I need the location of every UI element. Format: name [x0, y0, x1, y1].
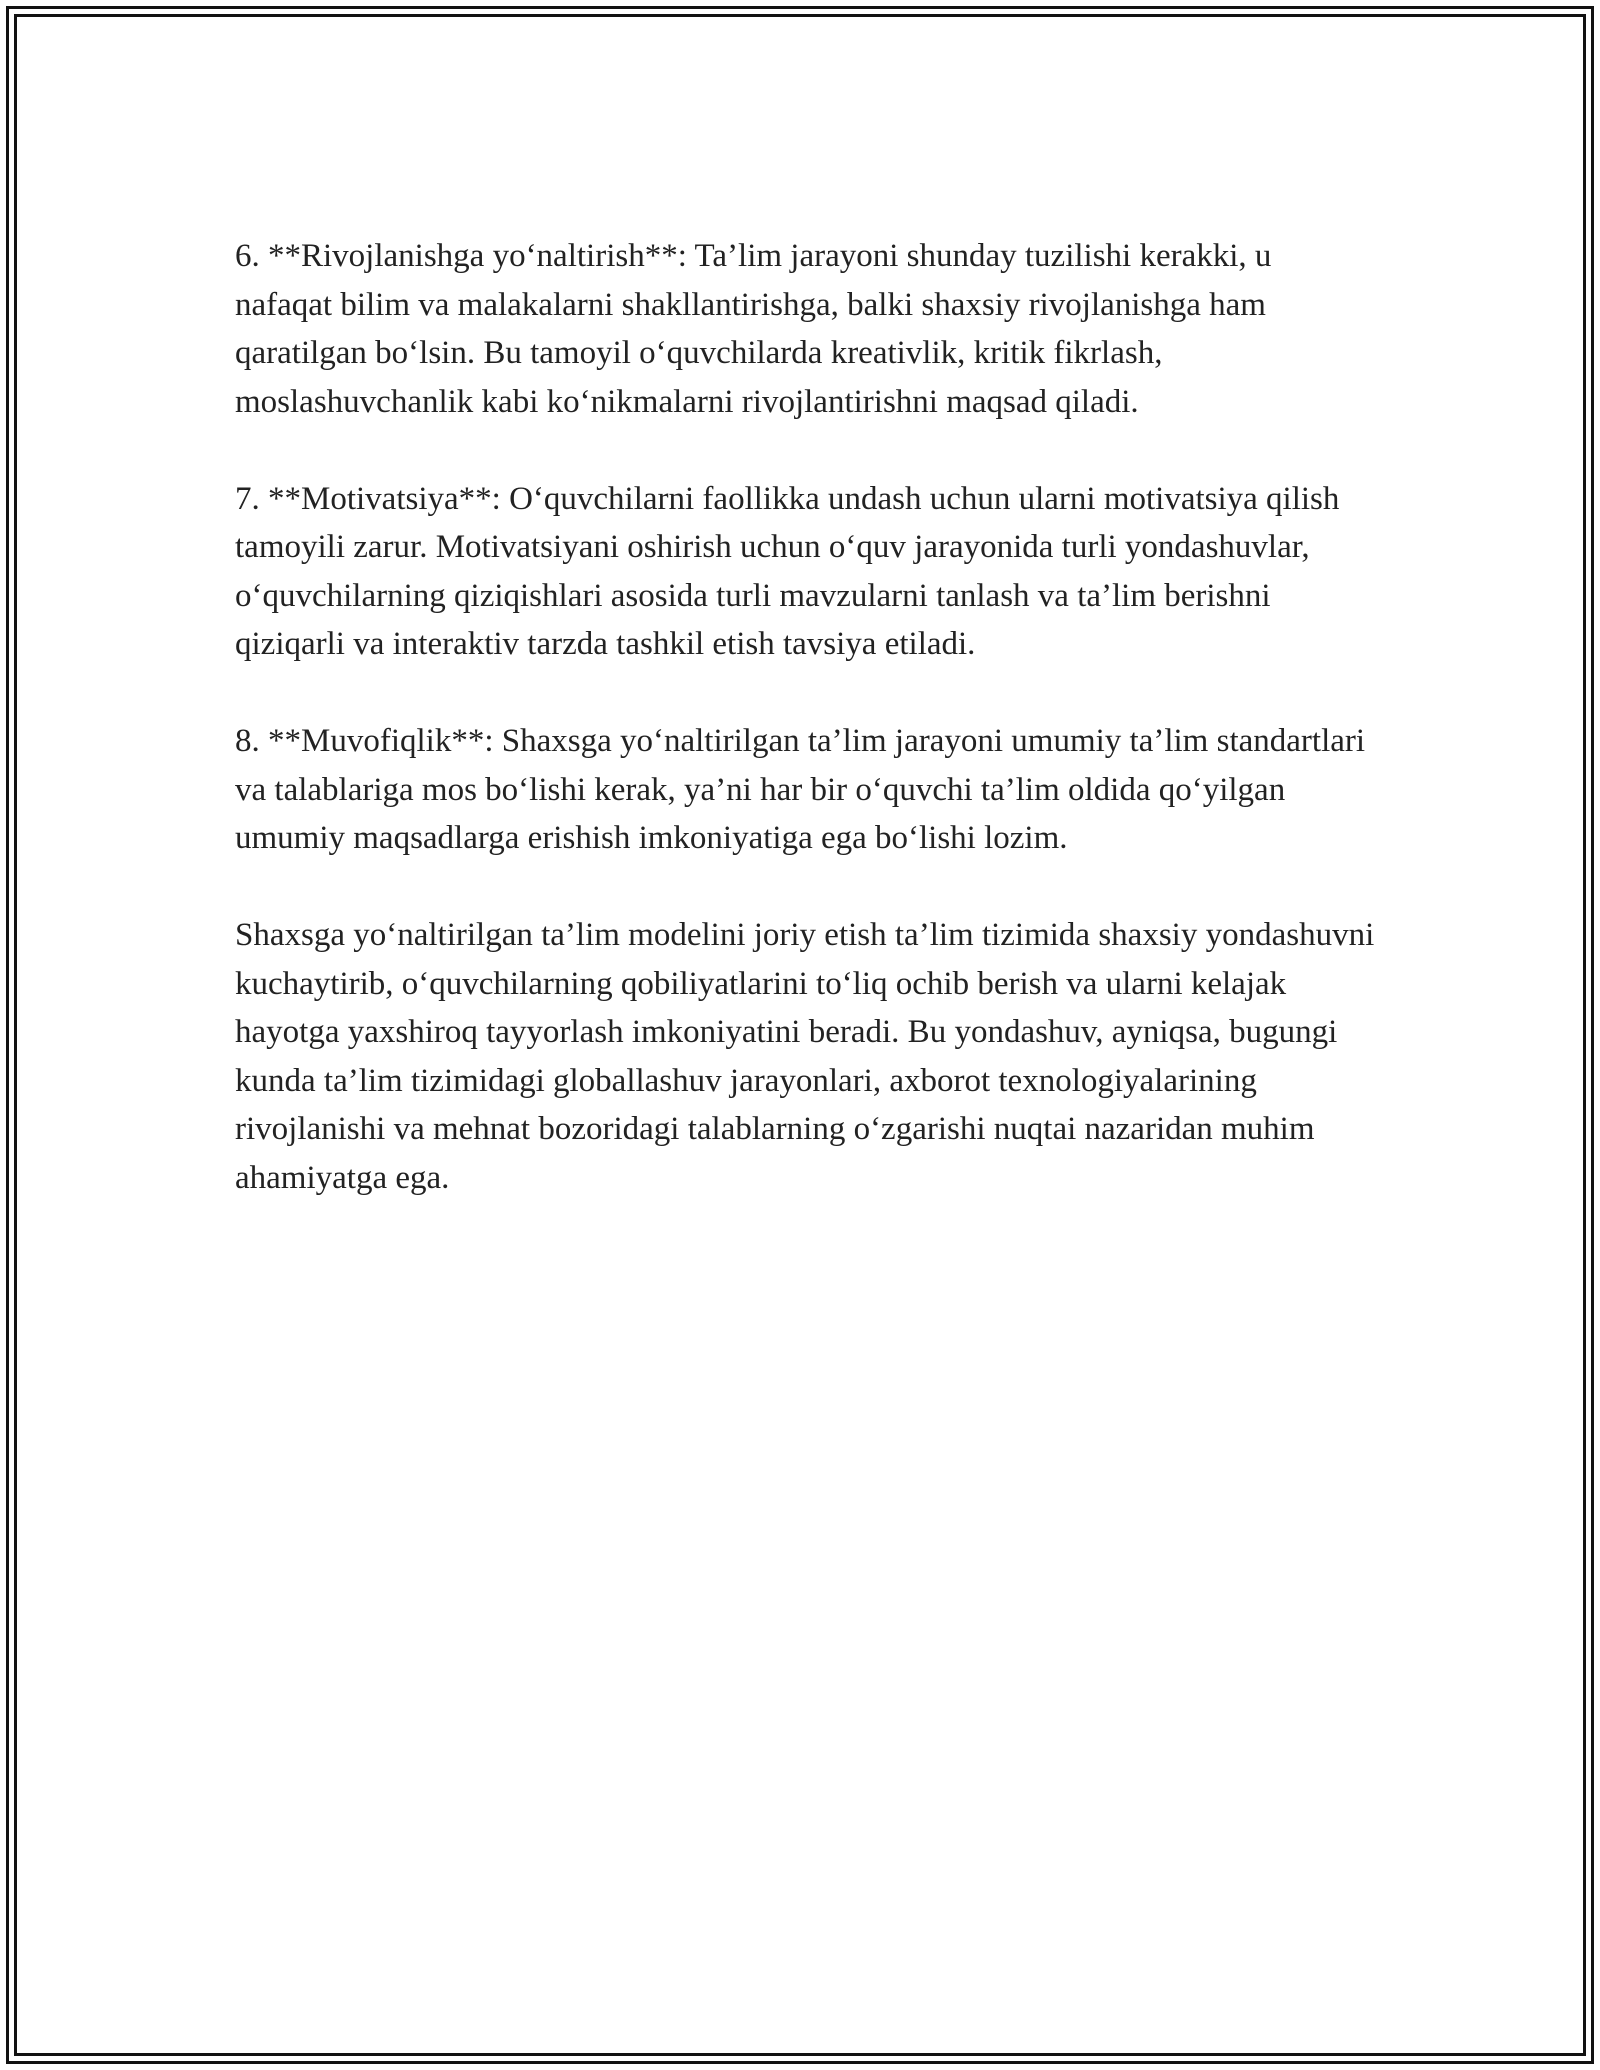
paragraph-rivojlanishga: 6. **Rivojlanishga yo‘naltirish**: Ta’lim jarayoni shunday tuzilishi kerakki, u nafaqat bilim va malakalarni shakllantirishga, balki shaxsiy rivojlanishga ham qaratilgan bo‘lsin. Bu tamoyil o‘quvchilarda kreativlik, kritik fikrlash, moslashuvchanlik kabi ko‘nikmalarni rivojlantirishni maqsad qiladi.	[235, 238, 1272, 420]
document-body	[235, 232, 1375, 1251]
paragraph-motivatsiya: 7. **Motivatsiya**: O‘quvchilarni faollikka undash uchun ularni motivatsiya qilish tamoyili zarur. Motivatsiyani oshirish uchun o‘quv jarayonida turli yondashuvlar, o‘quvchilarning qiziqishlari asosida turli mavzularni tanlash va ta’lim berishni qiziqarli va interaktiv tarzda tashkil etish tavsiya etiladi.	[235, 480, 1340, 662]
paragraph-muvofiqlik: 8. **Muvofiqlik**: Shaxsga yo‘naltirilgan ta’lim jarayoni umumiy ta’lim standartlari va talablariga mos bo‘lishi kerak, ya’ni har bir o‘quvchi ta’lim oldida qo‘yilgan umumiy maqsadlarga erishish imkoniyatiga ega bo‘lishi lozim.	[235, 723, 1366, 856]
paragraph-conclusion: Shaxsga yo‘naltirilgan ta’lim modelini joriy etish ta’lim tizimida shaxsiy yondashuvni kuchaytirib, o‘quvchilarning qobiliyatlarini to‘liq ochib berish va ularni kelajak hayotga yaxshiroq tayyorlash imkoniyatini beradi. Bu yondashuv, ayniqsa, bugungi kunda ta’lim tizimidagi globallashuv jarayonlari, axborot texnologiyalarining rivojlanishi va mehnat bozoridagi talablarning o‘zgarishi nuqtai nazaridan muhim ahamiyatga ega.	[235, 917, 1375, 1196]
